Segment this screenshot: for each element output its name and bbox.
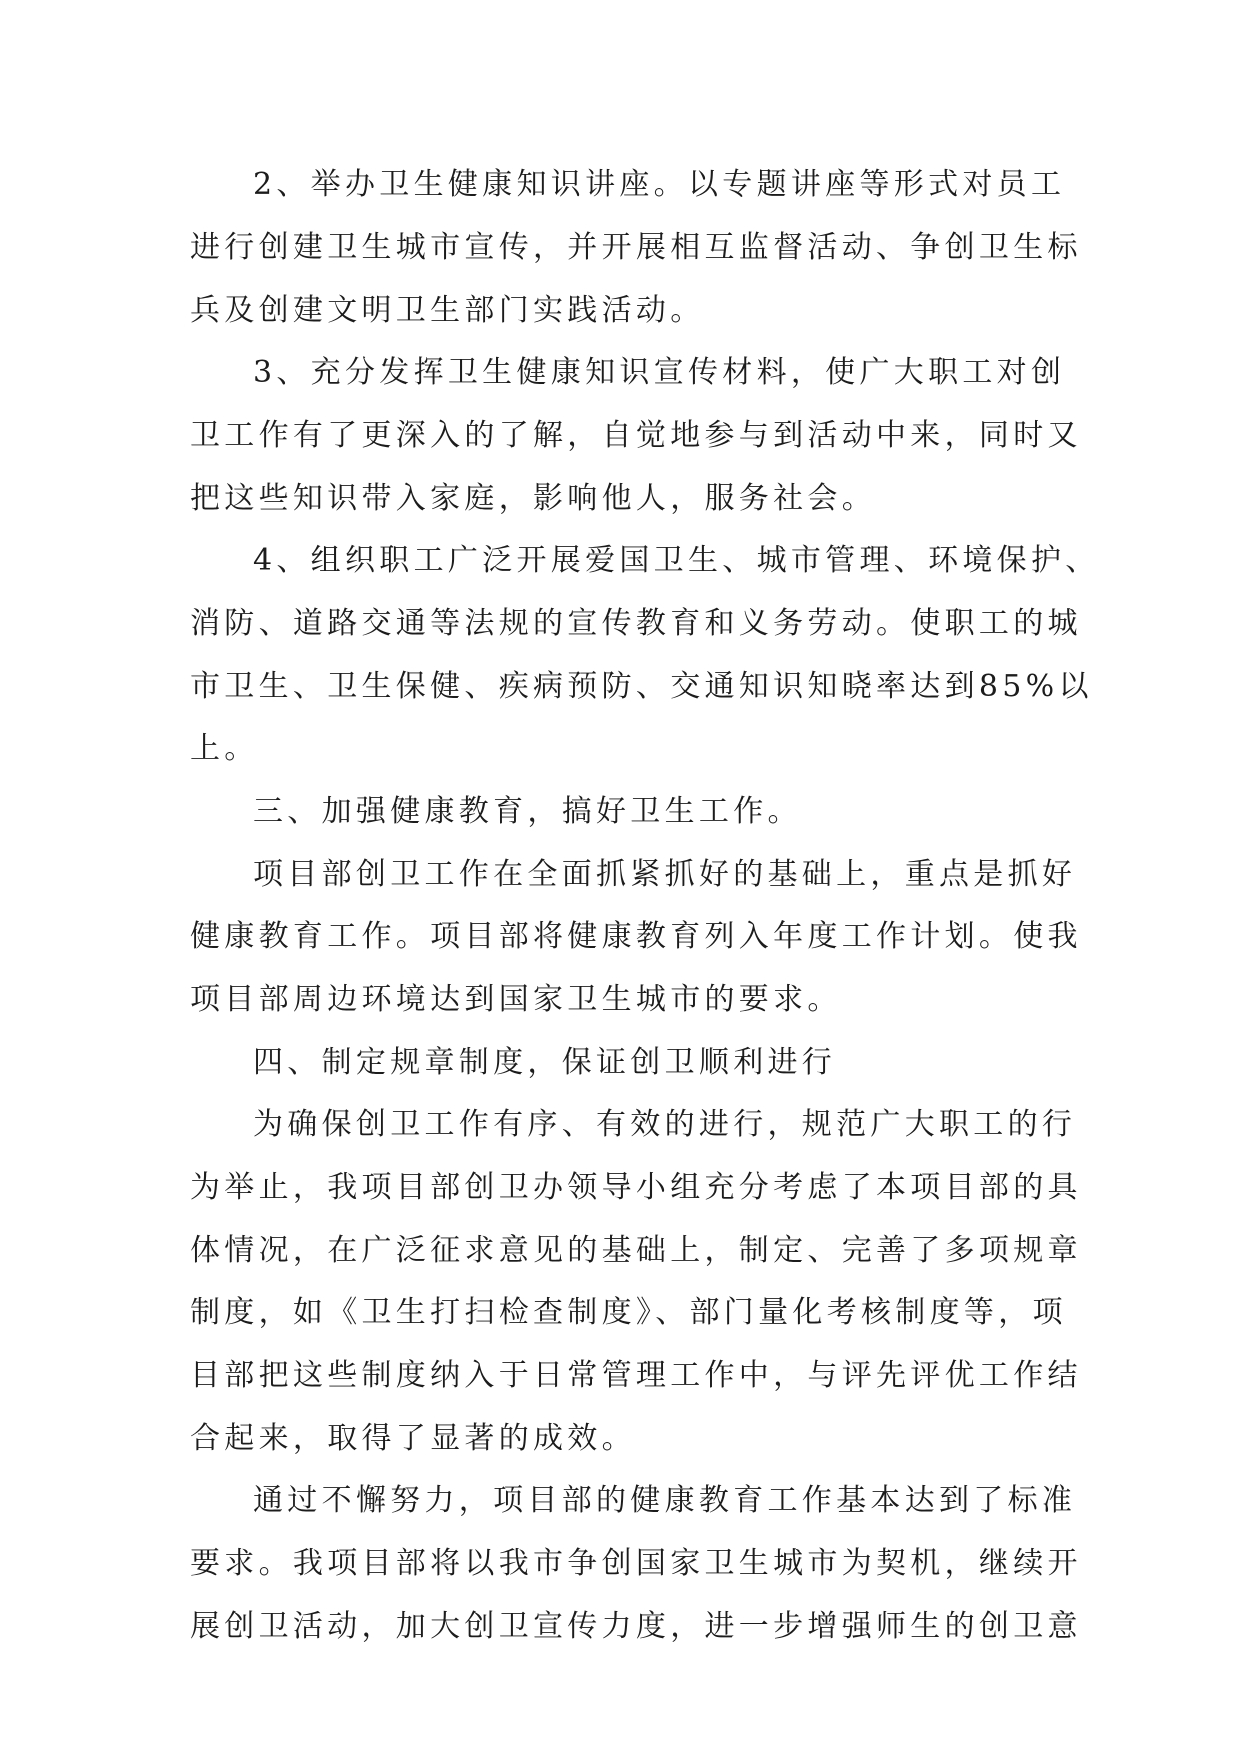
text-line: 把这些知识带入家庭，影响他人，服务社会。 xyxy=(190,481,876,516)
text-line: 为举止，我项目部创卫办领导小组充分考虑了本项目部的具 xyxy=(190,1170,1082,1205)
section-heading: 三、加强健康教育，搞好卫生工作。 xyxy=(253,794,802,829)
text-line: 展创卫活动，加大创卫宣传力度，进一步增强师生的创卫意 xyxy=(190,1609,1082,1644)
text-line: 体情况，在广泛征求意见的基础上，制定、完善了多项规章 xyxy=(190,1233,1082,1268)
section-heading: 四、制定规章制度，保证创卫顺利进行 xyxy=(253,1045,837,1080)
text-line: 为确保创卫工作有序、有效的进行，规范广大职工的行 xyxy=(253,1107,1077,1142)
text-line: 制度，如《卫生打扫检查制度》、部门量化考核制度等，项 xyxy=(190,1295,1067,1330)
text-line: 项目部创卫工作在全面抓紧抓好的基础上，重点是抓好 xyxy=(253,857,1077,892)
text-line: 项目部周边环境达到国家卫生城市的要求。 xyxy=(190,982,842,1017)
text-line: 要求。我项目部将以我市争创国家卫生城市为契机，继续开 xyxy=(190,1546,1082,1581)
text-line: 通过不懈努力，项目部的健康教育工作基本达到了标准 xyxy=(253,1483,1077,1518)
text-line: 健康教育工作。项目部将健康教育列入年度工作计划。使我 xyxy=(190,919,1082,954)
text-line: 卫工作有了更深入的了解，自觉地参与到活动中来，同时又 xyxy=(190,418,1082,453)
text-line: 上。 xyxy=(190,731,259,766)
text-line: 3、充分发挥卫生健康知识宣传材料，使广大职工对创 xyxy=(253,355,1066,390)
text-line: 市卫生、卫生保健、疾病预防、交通知识知晓率达到85%以 xyxy=(190,669,1093,704)
text-line: 4、组织职工广泛开展爱国卫生、城市管理、环境保护、 xyxy=(253,543,1100,578)
text-line: 目部把这些制度纳入于日常管理工作中，与评先评优工作结 xyxy=(190,1358,1082,1393)
text-line: 合起来，取得了显著的成效。 xyxy=(190,1421,636,1456)
text-line: 2、举办卫生健康知识讲座。以专题讲座等形式对员工 xyxy=(253,167,1066,202)
text-line: 进行创建卫生城市宣传，并开展相互监督活动、争创卫生标 xyxy=(190,230,1082,265)
text-line: 消防、道路交通等法规的宣传教育和义务劳动。使职工的城 xyxy=(190,606,1082,641)
text-line: 兵及创建文明卫生部门实践活动。 xyxy=(190,293,705,328)
